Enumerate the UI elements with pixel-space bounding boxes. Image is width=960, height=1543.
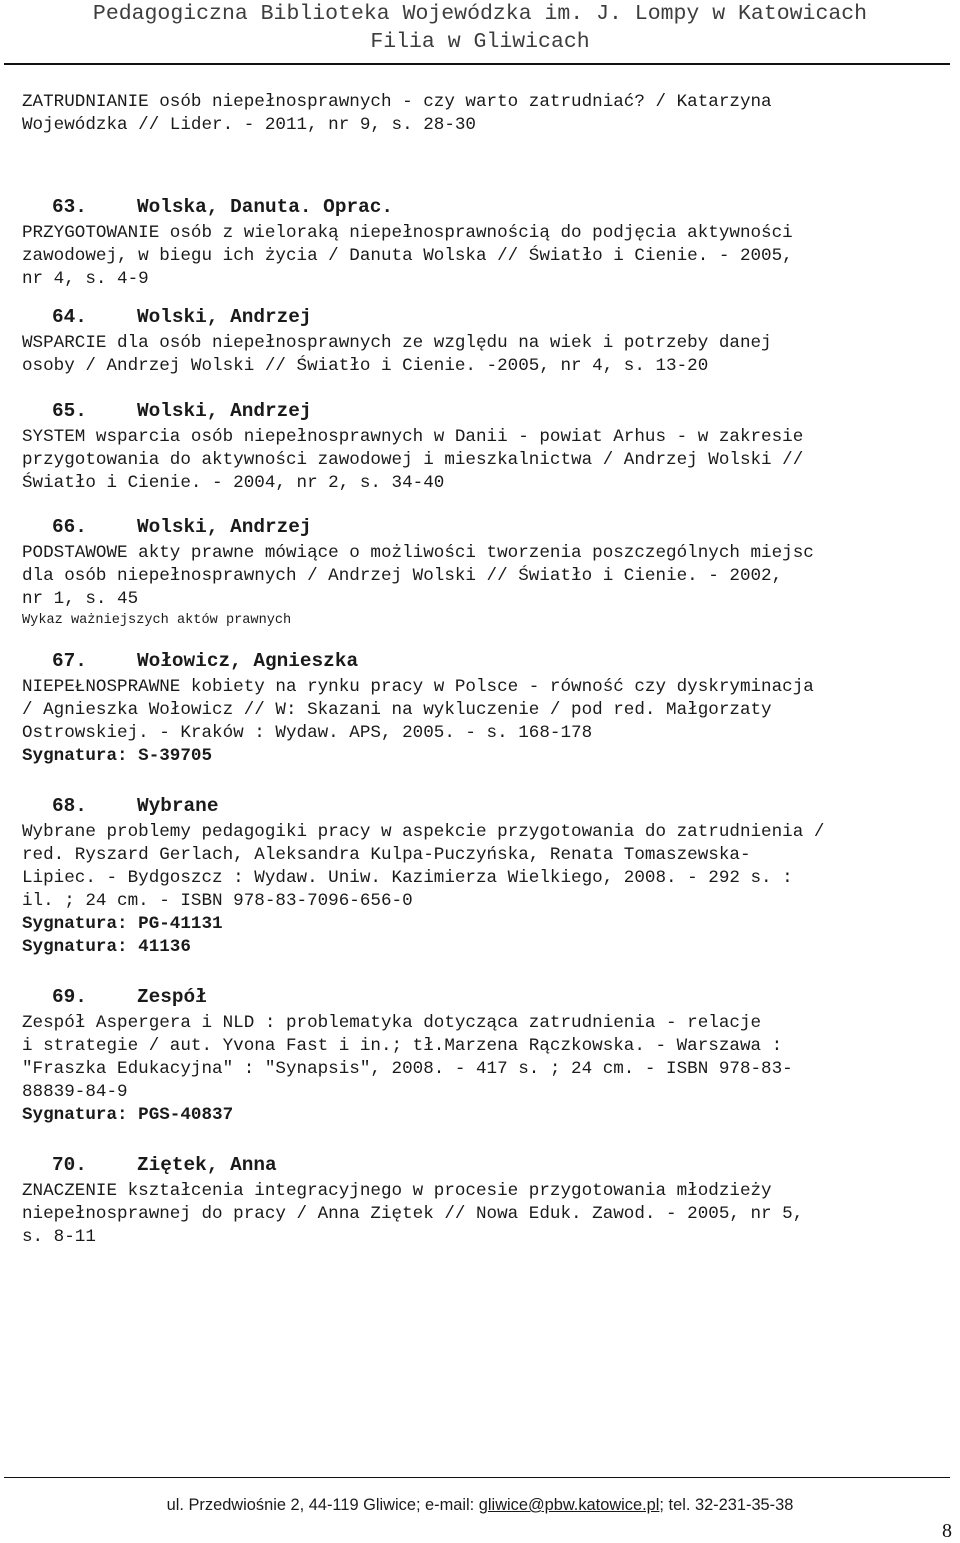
entry-heading: [22, 794, 947, 819]
continued-entry-text: ZATRUDNIANIE osób niepełnosprawnych - czy warto zatrudniać? / Katarzyna Wojewódzka // Lider. - 2011, nr 9, s. 28-30: [22, 92, 772, 135]
page-footer: [0, 1496, 960, 1515]
entry-69: [22, 985, 947, 1127]
entry-author: Ziętek, Anna: [137, 1154, 277, 1176]
entry-heading: [22, 195, 947, 220]
entry-author: Wolski, Andrzej: [137, 516, 312, 538]
entry-heading: [22, 399, 947, 424]
entry-heading: [22, 305, 947, 330]
entry-68: [22, 794, 947, 959]
footer-email-link[interactable]: gliwice@pbw.katowice.pl: [478, 1496, 660, 1514]
entry-66: [22, 515, 947, 631]
entry-number: 65.: [52, 400, 87, 422]
entry-63: [22, 195, 947, 291]
entry-description: NIEPEŁNOSPRAWNE kobiety na rynku pracy w Polsce - równość czy dyskryminacja / Agnieszka Wołowicz // W: Skazani na wykluczenie / pod red. Małgorzaty Ostrowskiej. - Kraków : Wydaw. APS, 2005. - s. 168-178: [22, 677, 814, 743]
entry-signature: Sygnatura: PG-41131: [22, 914, 223, 934]
entry-heading: [22, 1153, 947, 1178]
header-branch-name: Filia w Gliwicach: [370, 30, 590, 54]
entry-number: 63.: [52, 196, 87, 218]
footer-divider: [4, 1477, 950, 1478]
page-header: [0, 0, 960, 56]
footer-address: ul. Przedwiośnie 2, 44-119 Gliwice; e-mail:: [166, 1496, 479, 1514]
entry-signature: Sygnatura: 41136: [22, 937, 191, 957]
entry-note: Wykaz ważniejszych aktów prawnych: [22, 613, 292, 628]
entry-signature: Sygnatura: PGS-40837: [22, 1105, 234, 1125]
entry-description: ZNACZENIE kształcenia integracyjnego w procesie przygotowania młodzieży niepełnosprawnej do pracy / Anna Ziętek // Nowa Eduk. Zawod. - 2005, nr 5, s. 8-11: [22, 1181, 804, 1247]
entry-author: Wolski, Andrzej: [137, 400, 312, 422]
entry-description: SYSTEM wsparcia osób niepełnosprawnych w Danii - powiat Arhus - w zakresie przygotowania do aktywności zawodowej i mieszkalnictwa / Andrzej Wolski // Światło i Cienie. - 2004, nr 2, s. 34-40: [22, 427, 804, 493]
entry-number: 68.: [52, 795, 87, 817]
entry-author: Wolski, Andrzej: [137, 306, 312, 328]
entry-67: [22, 649, 947, 768]
entry-heading: [22, 649, 947, 674]
entry-author: Wołowicz, Agnieszka: [137, 650, 359, 672]
entry-heading: [22, 985, 947, 1010]
entry-description: PRZYGOTOWANIE osób z wieloraką niepełnosprawnością do podjęcia aktywności zawodowej, w biegu ich życia / Danuta Wolska // Światło i Cienie. - 2005, nr 4, s. 4-9: [22, 223, 793, 289]
page-number: 8: [942, 1520, 952, 1542]
entry-number: 70.: [52, 1154, 87, 1176]
entry-author: Wybrane: [137, 795, 219, 817]
entry-64: [22, 305, 947, 378]
entry-signature: Sygnatura: S-39705: [22, 746, 213, 766]
entry-description: WSPARCIE dla osób niepełnosprawnych ze względu na wiek i potrzeby danej osoby / Andrzej Wolski // Światło i Cienie. -2005, nr 4, s. 13-20: [22, 333, 772, 376]
entry-65: [22, 399, 947, 495]
bibliography-list: [22, 91, 947, 1249]
entry-heading: [22, 515, 947, 540]
footer-phone: ; tel. 32-231-35-38: [659, 1496, 794, 1514]
entry-description: Zespół Aspergera i NLD : problematyka dotycząca zatrudnienia - relacje i strategie / aut. Yvona Fast i in.; tł.Marzena Rączkowska. - Warszawa : "Fraszka Edukacyjna" : "Synapsis", 2008. - 417 s. ; 24 cm. - ISBN 978-83- 88839-84-9: [22, 1013, 793, 1102]
entry-description: PODSTAWOWE akty prawne mówiące o możliwości tworzenia poszczególnych miejsc dla osób niepełnosprawnych / Andrzej Wolski // Światło i Cienie. - 2002, nr 1, s. 45: [22, 543, 814, 609]
entry-author: Zespół: [137, 986, 207, 1008]
entry-number: 67.: [52, 650, 87, 672]
entry-number: 64.: [52, 306, 87, 328]
header-library-name: Pedagogiczna Biblioteka Wojewódzka im. J. Lompy w Katowicach: [92, 2, 868, 26]
header-divider: [4, 63, 950, 65]
entry-70: [22, 1153, 947, 1249]
entry-number: 66.: [52, 516, 87, 538]
entry-author: Wolska, Danuta. Oprac.: [137, 196, 393, 218]
entry-number: 69.: [52, 986, 87, 1008]
entry-description: Wybrane problemy pedagogiki pracy w aspekcie przygotowania do zatrudnienia / red. Ryszard Gerlach, Aleksandra Kulpa-Puczyńska, Renata Tomaszewska- Lipiec. - Bydgoszcz : Wydaw. Uniw. Kazimierza Wielkiego, 2008. - 292 s. : il. ; 24 cm. - ISBN 978-83-7096-656-0: [22, 822, 825, 911]
